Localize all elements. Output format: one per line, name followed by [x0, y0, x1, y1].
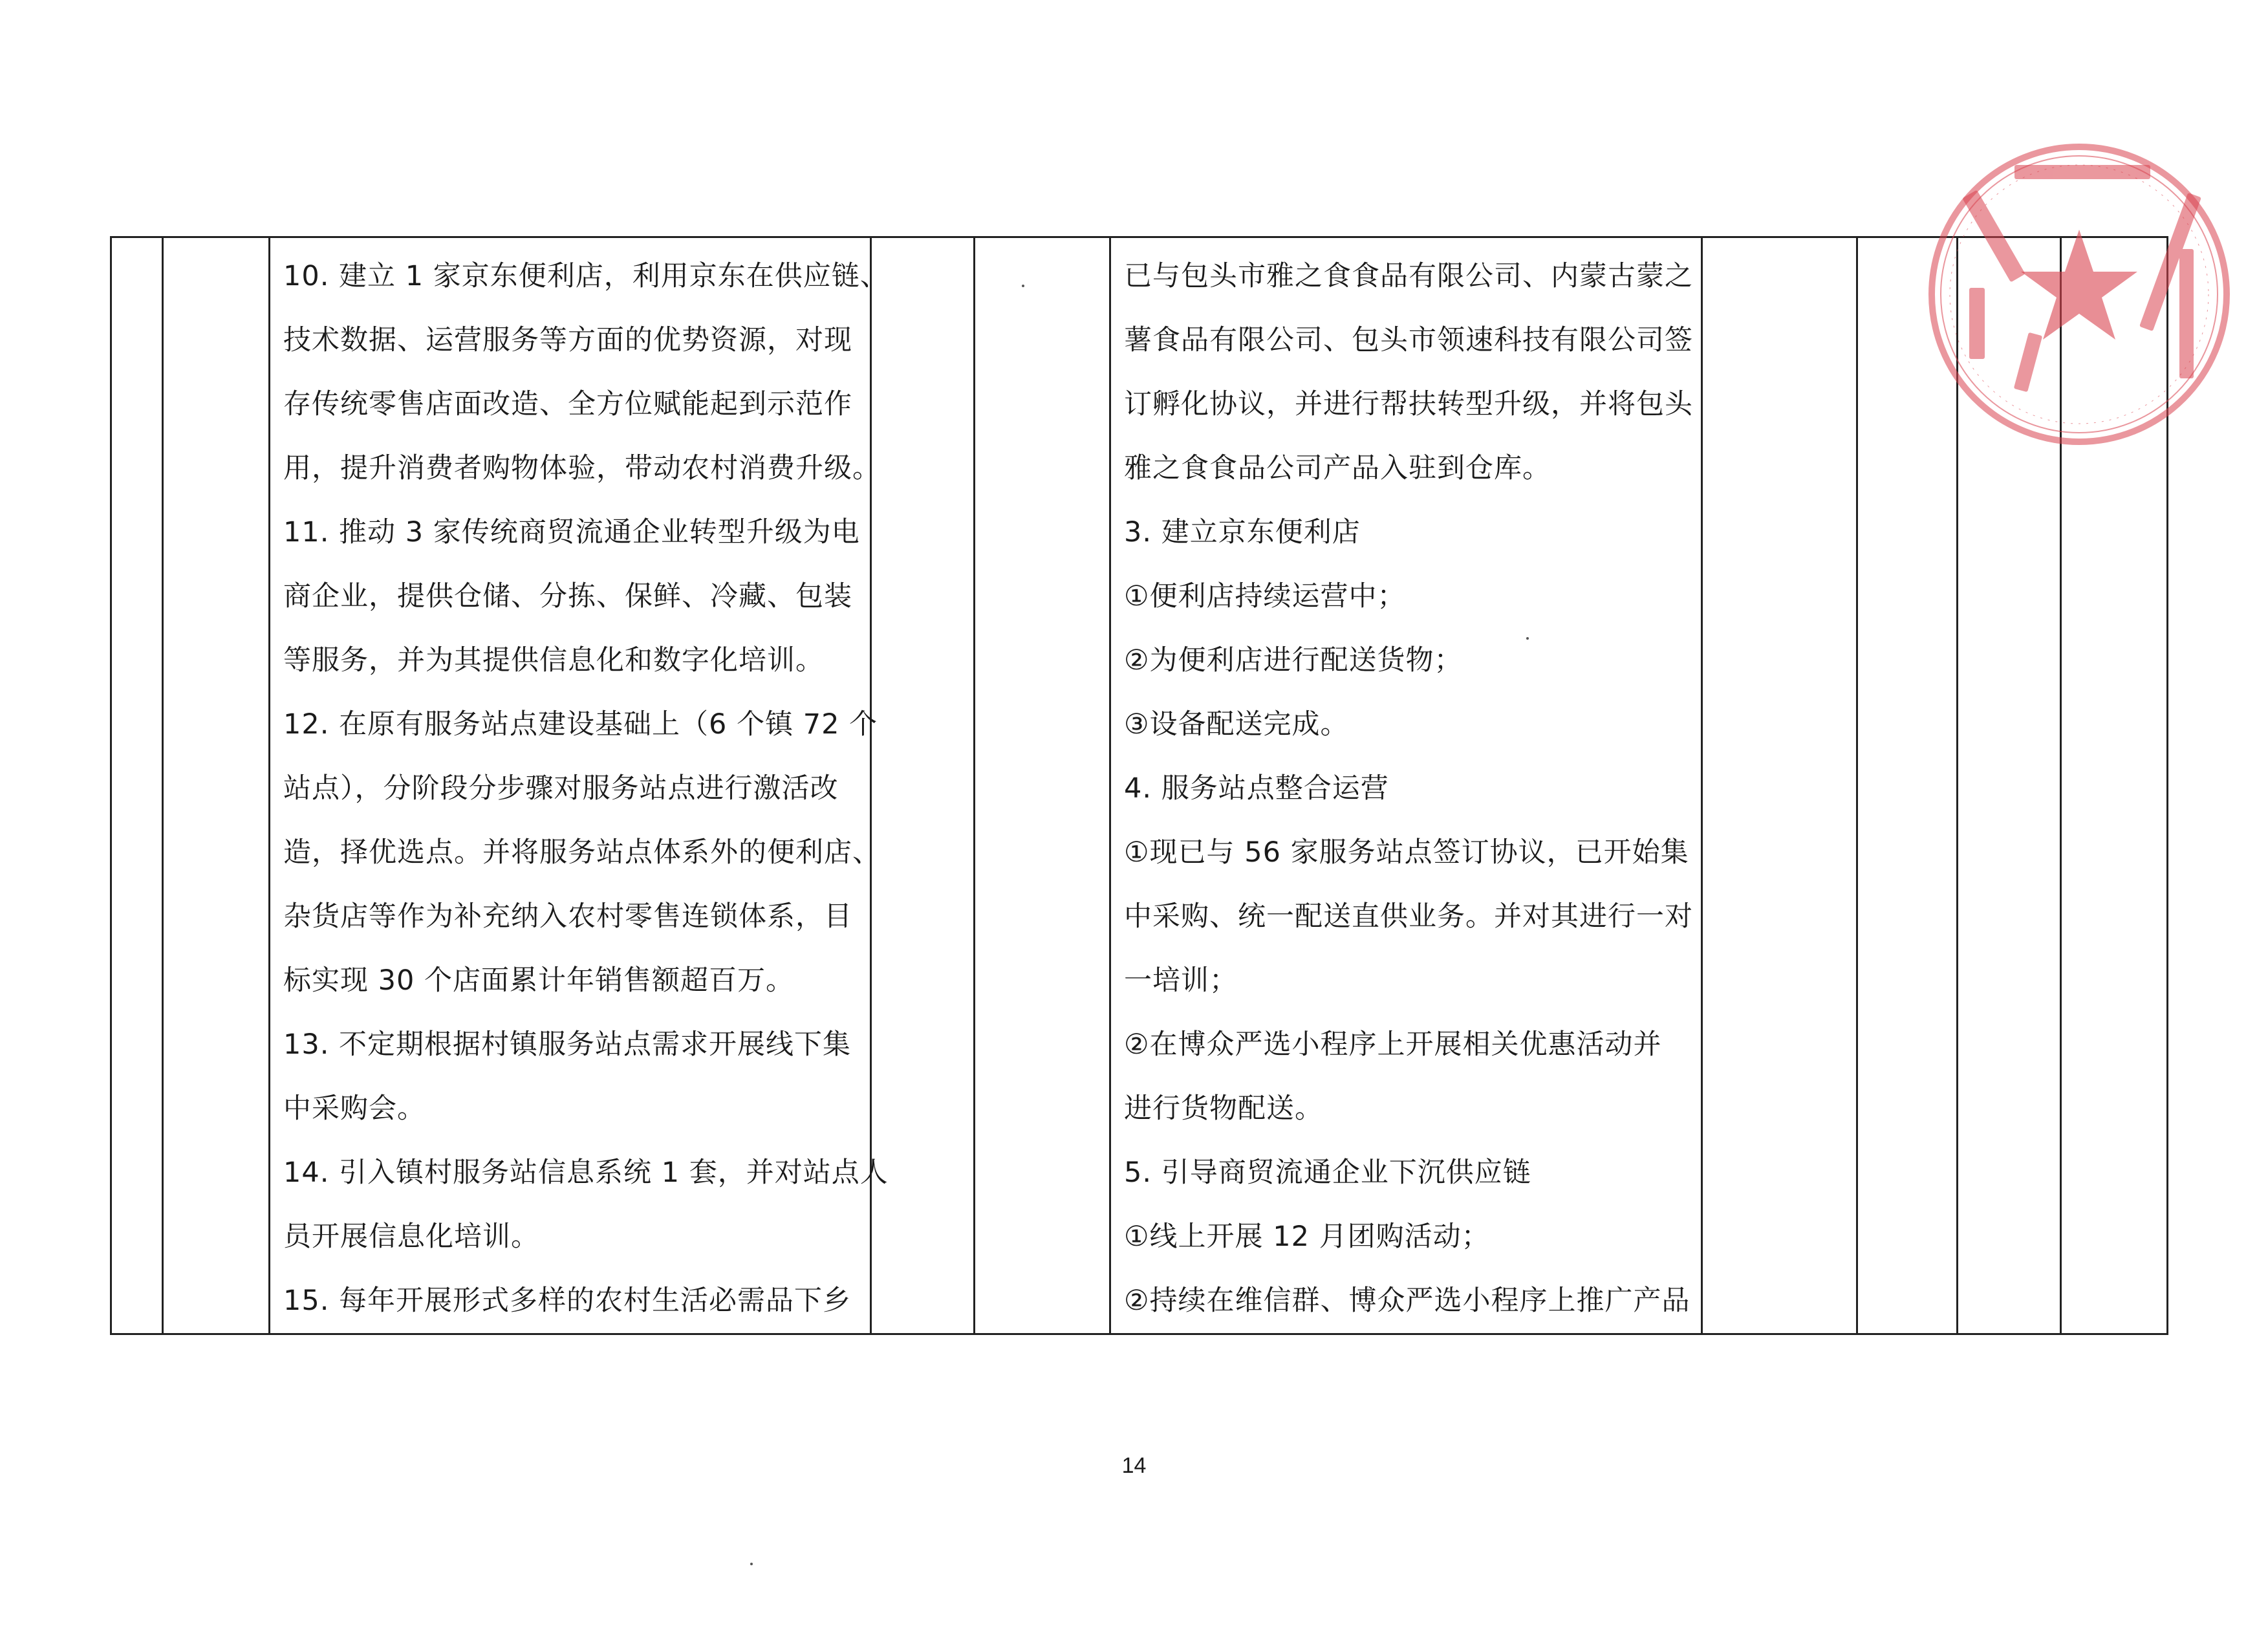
planned-task-line: 10. 建立 1 家京东便利店，利用京东在供应链、 — [283, 260, 889, 292]
progress-line: 薯食品有限公司、包头市领速科技有限公司签 — [1124, 324, 1693, 356]
table-cell-planned-tasks — [270, 237, 889, 1334]
page-number: 14 — [1121, 1453, 1147, 1478]
planned-task-line: 商企业，提供仓储、分拣、保鲜、冷藏、包装 — [283, 580, 852, 613]
table-cell-category — [163, 237, 270, 1334]
table-cell-index — [111, 237, 163, 1334]
progress-line: 中采购、统一配送直供业务。并对其进行一对 — [1124, 900, 1693, 933]
planned-task-line: 13. 不定期根据村镇服务站点需求开展线下集 — [283, 1028, 852, 1061]
progress-line: ②持续在维信群、博众严选小程序上推广产品 — [1124, 1285, 1690, 1317]
project-table — [110, 236, 2168, 1335]
planned-task-line: 造，择优选点。并将服务站点体系外的便利店、 — [283, 836, 881, 869]
planned-task-line: 中采购会。 — [283, 1092, 426, 1125]
progress-line: 订孵化协议，并进行帮扶转型升级，并将包头 — [1124, 388, 1693, 420]
official-seal — [1924, 139, 2234, 450]
star-icon — [2021, 230, 2137, 340]
progress-line: 5. 引导商贸流通企业下沉供应链 — [1124, 1156, 1531, 1189]
planned-task-line: 15. 每年开展形式多样的农村生活必需品下乡 — [283, 1285, 852, 1317]
table-row — [111, 237, 2168, 1334]
progress-line: 进行货物配送。 — [1124, 1092, 1323, 1125]
progress-line: ②在博众严选小程序上开展相关优惠活动并 — [1124, 1028, 1662, 1061]
planned-task-line: 标实现 30 个店面累计年销售额超百万。 — [283, 964, 795, 997]
planned-task-line: 14. 引入镇村服务站信息系统 1 套，并对站点人 — [283, 1156, 889, 1189]
planned-tasks-text — [270, 238, 889, 1333]
planned-task-line: 12. 在原有服务站点建设基础上（6 个镇 72 个 — [283, 708, 878, 741]
progress-line: ①便利店持续运营中； — [1124, 580, 1406, 613]
scan-speck — [1526, 637, 1529, 640]
scan-speck — [1022, 285, 1024, 287]
progress-line: ③设备配送完成。 — [1124, 708, 1349, 741]
progress-text — [1111, 238, 1701, 1333]
progress-line: 4. 服务站点整合运营 — [1124, 772, 1389, 805]
planned-task-line: 员开展信息化培训。 — [283, 1221, 539, 1253]
progress-line: 一培训； — [1124, 964, 1238, 997]
table-cell-empty — [975, 237, 1110, 1334]
progress-line: 雅之食食品公司产品入驻到仓库。 — [1124, 452, 1551, 484]
planned-task-line: 存传统零售店面改造、全方位赋能起到示范作 — [283, 388, 852, 420]
progress-line: ②为便利店进行配送货物； — [1124, 644, 1463, 677]
scan-speck — [750, 1563, 753, 1565]
progress-line: 3. 建立京东便利店 — [1124, 516, 1361, 548]
planned-task-line: 用，提升消费者购物体验，带动农村消费升级。 — [283, 452, 881, 484]
planned-task-line: 站点），分阶段分步骤对服务站点进行激活改 — [283, 772, 839, 805]
progress-line: ①线上开展 12 月团购活动； — [1124, 1221, 1490, 1253]
planned-task-line: 技术数据、运营服务等方面的优势资源，对现 — [283, 324, 852, 356]
planned-task-line: 11. 推动 3 家传统商贸流通企业转型升级为电 — [283, 516, 860, 548]
table-cell-empty — [1702, 237, 1857, 1334]
progress-line: ①现已与 56 家服务站点签订协议，已开始集 — [1124, 836, 1689, 869]
planned-task-line: 等服务，并为其提供信息化和数字化培训。 — [283, 644, 824, 677]
progress-line: 已与包头市雅之食食品有限公司、内蒙古蒙之 — [1124, 260, 1693, 292]
planned-task-line: 杂货店等作为补充纳入农村零售连锁体系，目 — [283, 900, 852, 933]
table-cell-progress — [1110, 237, 1702, 1334]
